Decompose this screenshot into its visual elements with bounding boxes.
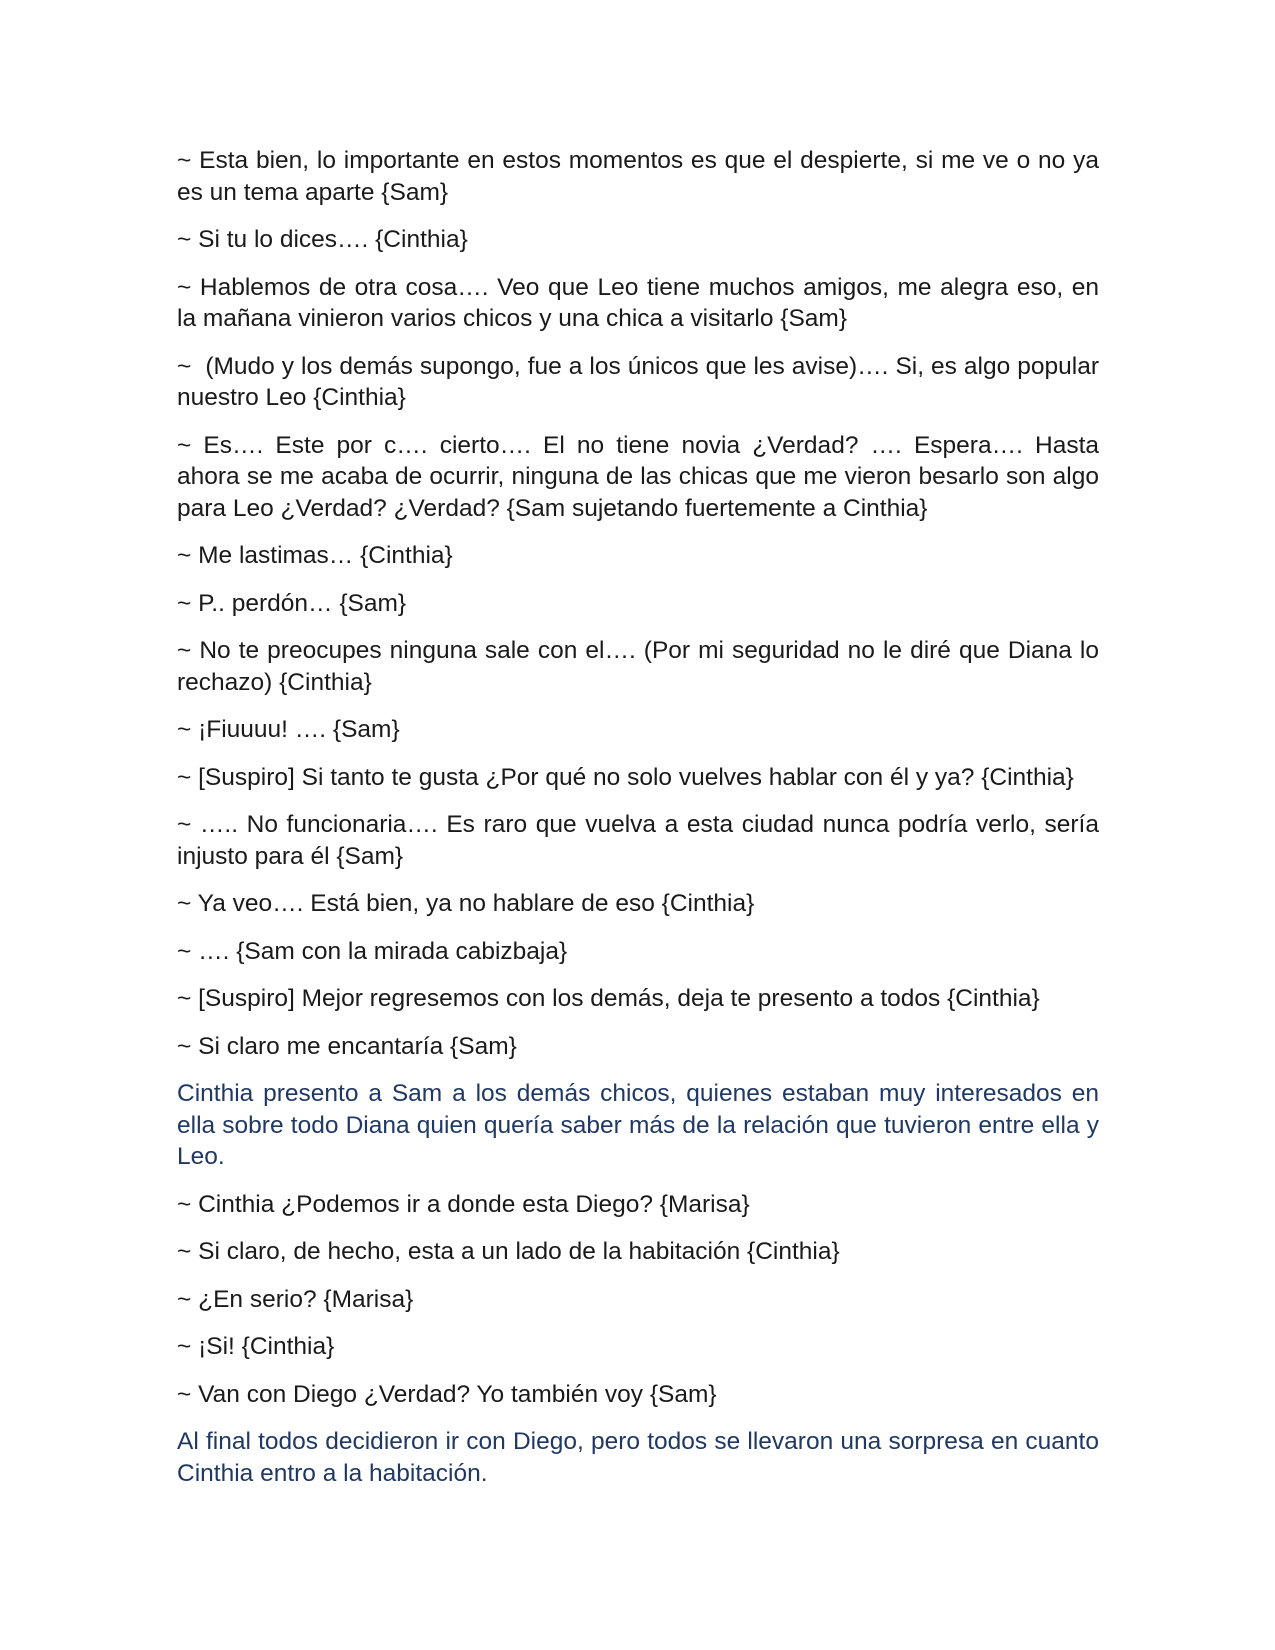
dialogue-line: ~ Si claro me encantaría {Sam}	[177, 1032, 517, 1060]
narration-paragraph: Cinthia presento a Sam a los demás chicos, quienes estaban muy interesados en ella sobre todo Diana quien quería saber más de la relación que tuvieron entre ella y Leo.	[177, 1080, 1106, 1170]
dialogue-line: ~ ¿En serio? {Marisa}	[177, 1285, 414, 1313]
dialogue-line: ~ No te preocupes ninguna sale con el…. (Por mi seguridad no le diré que Diana lo rechazo) {Cinthia}	[177, 637, 1106, 696]
dialogue-line: ~ Si claro, de hecho, esta a un lado de la habitación {Cinthia}	[177, 1238, 840, 1265]
dialogue-line: ~ Ya veo…. Está bien, ya no hablare de eso {Cinthia}	[177, 890, 755, 917]
dialogue-line: ~ …. {Sam con la mirada cabizbaja}	[177, 937, 568, 965]
narration-paragraph: Al final todos decidieron ir con Diego, pero todos se llevaron una sorpresa en cuanto Cinthia entro a la habitación.	[177, 1428, 1106, 1487]
page-body	[177, 145, 1106, 1505]
dialogue-line: ~ [Suspiro] Si tanto te gusta ¿Por qué no solo vuelves hablar con él y ya? {Cinthia}	[177, 763, 1074, 791]
dialogue-line: ~ Hablemos de otra cosa…. Veo que Leo tiene muchos amigos, me alegra eso, en la mañana vinieron varios chicos y una chica a visitarlo {Sam}	[177, 273, 1106, 332]
dialogue-line: ~ ….. No funcionaria…. Es raro que vuelva a esta ciudad nunca podría verlo, sería injusto para él {Sam}	[177, 811, 1106, 870]
dialogue-line: ~ (Mudo y los demás supongo, fue a los únicos que les avise)…. Si, es algo popular nuestro Leo {Cinthia}	[177, 352, 1106, 411]
dialogue-line: ~ Van con Diego ¿Verdad? Yo también voy {Sam}	[177, 1380, 717, 1408]
dialogue-line: ~ ¡Fiuuuu! …. {Sam}	[177, 716, 400, 743]
dialogue-line: ~ Si tu lo dices…. {Cinthia}	[177, 226, 468, 253]
dialogue-line: ~ Esta bien, lo importante en estos momentos es que el despierte, si me ve o no ya es un tema aparte {Sam}	[177, 147, 1106, 206]
dialogue-line: ~ P.. perdón… {Sam}	[177, 589, 407, 617]
dialogue-line: ~ [Suspiro] Mejor regresemos con los demás, deja te presento a todos {Cinthia}	[177, 985, 1040, 1012]
dialogue-line: ~ Es…. Este por c…. cierto…. El no tiene novia ¿Verdad? …. Espera…. Hasta ahora se me acaba de ocurrir, ninguna de las chicas que me vieron besarlo son algo para Leo ¿Verdad? ¿Verdad? {Sam sujetando fuertemente a Cinthia}	[177, 431, 1106, 522]
dialogue-line: ~ Cinthia ¿Podemos ir a donde esta Diego? {Marisa}	[177, 1190, 750, 1218]
dialogue-line: ~ ¡Si! {Cinthia}	[177, 1333, 335, 1360]
dialogue-line: ~ Me lastimas… {Cinthia}	[177, 542, 453, 569]
